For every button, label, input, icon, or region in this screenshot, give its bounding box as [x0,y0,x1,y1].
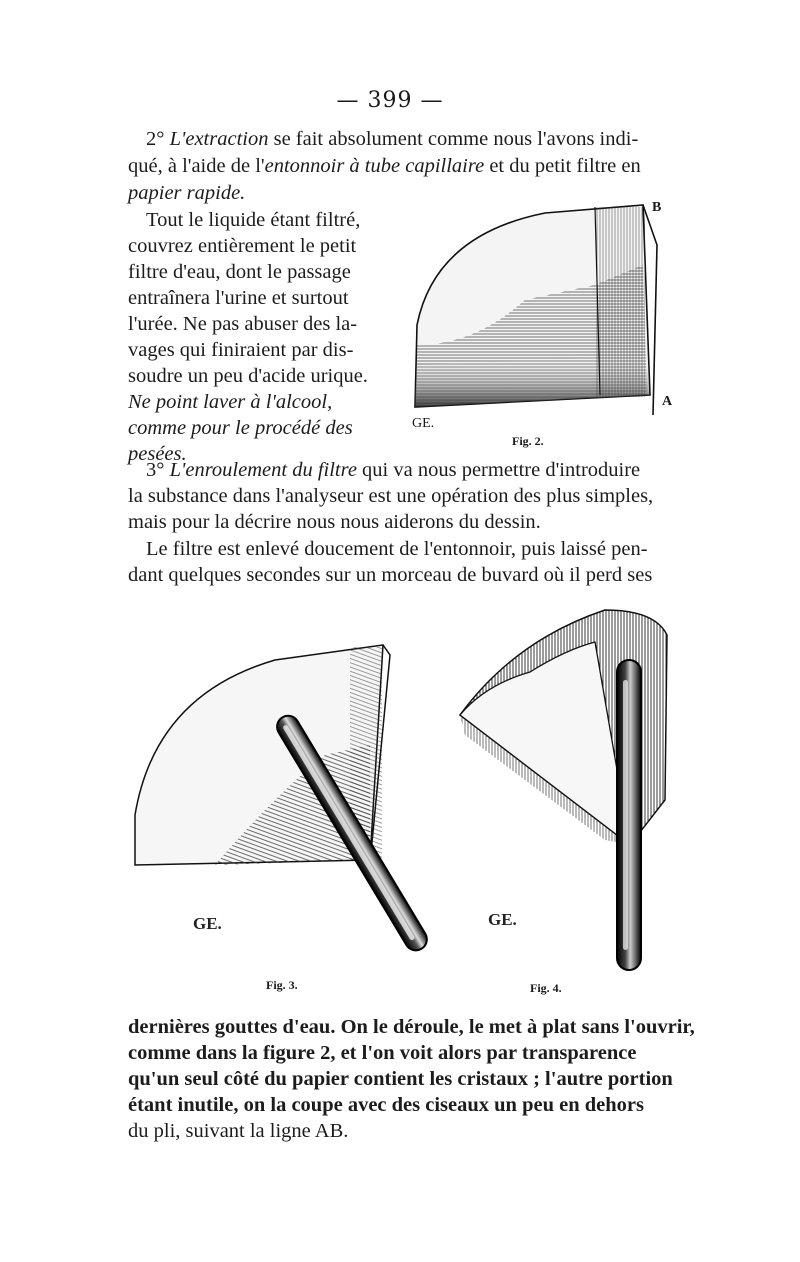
paragraph-2-italic-line: Ne point laver à l'alcool, [128,391,333,413]
text-span: qué, à l'aide de l' [128,155,265,177]
figure-2-caption: Fig. 2. [512,434,544,448]
figure-3-illustration [125,635,455,980]
paragraph-3-line-3: mais pour la décrire nous nous aiderons du dessin. [128,511,541,533]
paragraph-2-line: vages qui finiraient par dis- [128,339,354,361]
text-span: se fait absolument comme nous l'avons indi- [273,128,639,150]
paragraph-1-line-3: papier rapide. [128,182,246,204]
section-number: 2° [146,128,165,150]
paragraph-3-line-2: la substance dans l'analyseur est une opération des plus simples, [128,485,654,507]
paragraph-4-line: Le filtre est enlevé doucement de l'entonnoir, puis laissé pen- [146,538,648,560]
figure-3-label-ge: GE. [193,914,222,933]
paragraph-2-italic-line: comme pour le procédé des [128,417,353,439]
figure-2-label-ge: GE. [412,416,435,431]
text-span: et du petit filtre en [489,155,641,177]
text-span: qui va nous permettre d'introduire [362,459,641,481]
paragraph-2-line: l'urée. Ne pas abuser des la- [128,313,358,335]
paragraph-2-line: filtre d'eau, dont le passage [128,261,351,283]
figure-2-label-b: B [652,200,662,215]
paragraph-2-line: soudre un peu d'acide urique. [128,365,368,387]
figure-2-label-a: A [662,394,673,409]
italic-span: entonnoir à tube capillaire [264,155,485,177]
figure-2-illustration [395,195,665,440]
paragraph-5-line: étant inutile, on la coupe avec des ciseaux un peu en dehors [128,1094,644,1116]
paragraph-1-line-1 [146,126,638,152]
section-number: 3° [146,459,165,481]
page-number: — 399 — [336,88,444,113]
section-title: L'enroulement du filtre [169,459,357,481]
paragraph-5-line: comme dans la figure 2, et l'on voit alors par transparence [128,1042,637,1064]
paragraph-2-italic-line: pesées. [128,443,187,465]
section-title: L'extraction [169,128,269,150]
figure-4-caption: Fig. 4. [530,981,562,995]
paragraph-4-line: dant quelques secondes sur un morceau de buvard où il perd ses [128,564,653,586]
paragraph-1-line-2 [128,153,641,179]
paragraph-5-line: dernières gouttes d'eau. On le déroule, le met à plat sans l'ouvrir, [128,1016,695,1038]
figure-3-caption: Fig. 3. [266,978,298,992]
paragraph-3-line-1 [146,457,640,483]
figure-4-label-ge: GE. [488,910,517,929]
paragraph-2-line: couvrez entièrement le petit [128,235,357,257]
paragraph-5-line: qu'un seul côté du papier contient les cristaux ; l'autre portion [128,1068,673,1090]
paragraph-2-line: entraînera l'urine et surtout [128,287,349,309]
paragraph-2-line: Tout le liquide étant filtré, [146,209,361,231]
paragraph-5-line: du pli, suivant la ligne AB. [128,1120,349,1142]
